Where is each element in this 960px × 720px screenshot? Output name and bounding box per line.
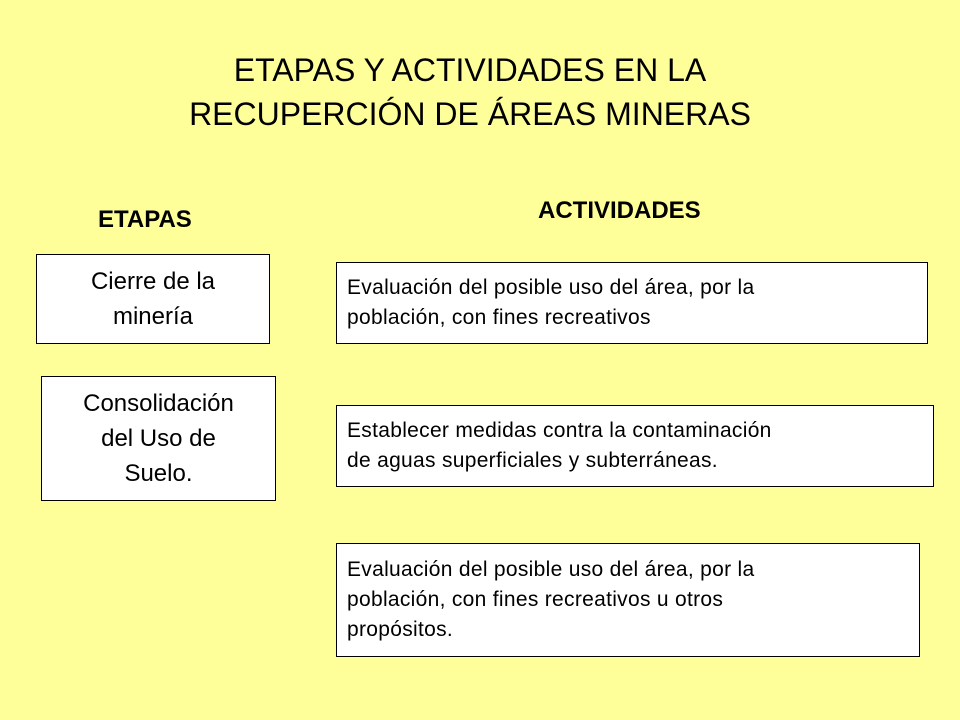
stage-text-line: del Uso de [101,425,216,452]
slide-title [0,48,940,136]
stage-text-line: Cierre de la [90,268,216,295]
slide-title-line-2: RECUPERCIÓN DE ÁREAS MINERAS [189,96,751,132]
activity-text-line: Evaluación del posible uso del área, por la [347,558,755,581]
activity-box-3 [336,543,920,657]
activity-text [347,273,755,333]
activity-box-2 [336,405,934,487]
activity-box-1 [336,262,928,344]
activity-text-line: propósitos. [347,618,454,641]
slide-title-line-1: ETAPAS Y ACTIVIDADES EN LA [233,52,707,88]
stage-text-line: minería [112,303,194,330]
stage-text-line: Suelo. [124,460,193,487]
actividades-heading: ACTIVIDADES [538,197,701,224]
stage-box-consolidacion [41,376,276,501]
activity-text-line: Establecer medidas contra la contaminación [347,419,772,442]
stage-text [83,386,234,491]
activity-text-line: población, con fines recreativos [347,306,651,329]
activity-text-line: población, con fines recreativos u otros [347,588,724,611]
stage-box-cierre [36,254,270,344]
activity-text [347,555,755,645]
etapas-heading: ETAPAS [98,206,192,233]
stage-text [91,264,215,334]
stage-text-line: Consolidación [83,390,234,417]
activity-text [347,416,772,476]
activity-text-line: de aguas superficiales y subterráneas. [347,449,718,472]
activity-text-line: Evaluación del posible uso del área, por la [347,276,755,299]
